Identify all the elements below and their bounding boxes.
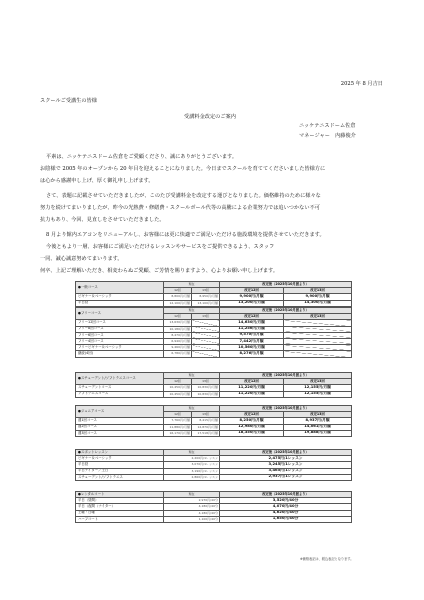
current-price: 4,180円/40分 (164, 510, 220, 516)
current-price-12: 8,800円/月額 (164, 294, 192, 300)
new-price-12: 9,900円/月額 (220, 294, 284, 300)
body-line: 努力を続けてまいりましたが、昨今の光熱費・修繕費・スクールボール代等の高騰による企業努力では追いつかない不可 (40, 205, 320, 211)
column-header: 改定13回 (284, 412, 352, 418)
course-name: ビギナー＆ベーシック (76, 294, 164, 300)
current-price-12: 10,180円/月額 (164, 326, 192, 332)
new-price-12: 13,200円/月額 (220, 300, 284, 306)
current-price: 2,860円/1レッスン (164, 474, 220, 480)
new-price-13: 14,061円/月額 (284, 424, 352, 430)
column-header: 13回 (192, 379, 220, 385)
body-line: さて、表題に記載させていただきましたが、このたび受講料金を改定する運びとなりました。価格維持のために様々な (46, 193, 321, 199)
item-name: 平日昼 (76, 462, 164, 468)
column-header: 12回 (164, 314, 192, 320)
column-header: 13回 (192, 412, 220, 418)
current-price-12: 7,760円/月額 (164, 418, 192, 424)
current-price-12: 9,460円/月額 (164, 345, 192, 351)
column-header: 改定後（2025年10月振より） (220, 492, 352, 498)
current-price-12: 11,880円/月額 (164, 424, 192, 430)
sender-name: マネージャー 内藤俊介 (299, 133, 356, 139)
current-price-12: 10,450円/月額 (164, 385, 192, 391)
column-header: 改定12回 (220, 288, 284, 294)
new-price-12: 18,350円/月額 (220, 430, 284, 436)
column-header: 改定13回 (284, 379, 352, 385)
current-price-12: 16,170円/月額 (164, 430, 192, 436)
column-header: 12回 (164, 412, 192, 418)
current-price: 1,100円/40分 (164, 516, 220, 522)
new-price: 3,520円/40分 (220, 498, 352, 504)
course-name: フリー12回コース (76, 320, 164, 326)
new-price: 4,620円/40分 (220, 510, 352, 516)
new-price: 3,465円/1レッスン (220, 468, 352, 474)
course-name: 週1回コース (76, 418, 164, 424)
column-header: 改定12回 (220, 379, 284, 385)
column-header: 改定12回 (220, 412, 284, 418)
addressee: スクールご受講生の皆様 (40, 98, 97, 104)
new-price-12: 11,220円/月額 (220, 385, 284, 391)
new-price-12: 7,442円/月額 (220, 338, 284, 344)
new-price-13: 19,888円/月額 (284, 430, 352, 436)
new-price: 1,650円/40分 (220, 516, 352, 522)
column-header: 12回 (164, 379, 192, 385)
column-header: 13回 (192, 314, 220, 320)
body-line: は心から感謝申し上げ、厚く御礼申し上げます。 (40, 178, 154, 184)
table-row (76, 391, 352, 397)
column-header: 改定後（2025年10月振より） (220, 373, 352, 379)
item-name: ビギナー＆ベーシック (76, 456, 164, 462)
new-price: 3,245円/1レッスン (220, 462, 352, 468)
body-line: 何卒、上記ご理解いただき、相変わらぬご愛顧、ご芳情を賜りますよう、心よりお願い申し上げます。 (40, 268, 279, 274)
footnote: ※価格表記は、税込表記となります。 (300, 557, 354, 561)
new-price-13: 14,300円/月額 (284, 300, 352, 306)
new-price-13 (284, 351, 352, 357)
date: 2025 年 8 月吉日 (340, 81, 383, 87)
table-row (76, 351, 352, 357)
price-table (75, 405, 352, 437)
new-price-13: 8,937円/月額 (284, 418, 352, 424)
body-line: 抗力もあり、今回、見直しをさせていただきました。 (40, 217, 165, 223)
current-price-13: 8,415円/月額 (192, 418, 220, 424)
column-header: 改定13回 (284, 288, 352, 294)
current-price: 3,070円/1レッスン (164, 462, 220, 468)
body-line: 一同、誠心誠意努めてまいります。 (40, 256, 123, 262)
table-row (76, 474, 352, 480)
new-price-12: 14,630円/月額 (220, 320, 284, 326)
new-price-12: 10,560円/月額 (220, 345, 284, 351)
new-price: 2,475円/1レッスン (220, 456, 352, 462)
current-price-12: 6,940円/月額 (164, 338, 192, 344)
course-name: フリー8回コース (76, 326, 164, 332)
current-price: 2,970円/40分 (164, 498, 220, 504)
current-price: 3,190円/1レッスン (164, 468, 220, 474)
section-title: ●ジュニアコース (76, 406, 164, 418)
column-header: 現在 (164, 308, 220, 314)
course-name: 平日昼 (76, 300, 164, 306)
current-price-12: 6,780円/月額 (164, 351, 192, 357)
course-name: フリー6回コース (76, 332, 164, 338)
new-price: 2,937円/1レッスン (220, 474, 352, 480)
column-header: 改定13回 (284, 314, 352, 320)
column-header: 改定12回 (220, 314, 284, 320)
course-name: 継続(4回) (76, 351, 164, 357)
item-name: 土曜・日曜 (76, 510, 164, 516)
column-header: 現在 (164, 282, 220, 288)
current-price-13: 8,950円/月額 (192, 294, 220, 300)
new-price-13: 12,155円/月額 (284, 391, 352, 397)
document-title: 受講料金改定のご案内 (184, 114, 236, 120)
column-header: 現在 (164, 406, 220, 412)
current-price-12: 8,470円/月額 (164, 332, 192, 338)
current-price-13 (192, 351, 220, 357)
new-price: 4,070円/40分 (220, 504, 352, 510)
section-title: ●スチューデント/ソフトテニスコース (76, 373, 164, 385)
new-price-12: 11,256円/月額 (220, 326, 284, 332)
new-price-12: 8,250円/月額 (220, 418, 284, 424)
current-price-13: 13,100円/月額 (192, 300, 220, 306)
course-name: 週2回コース (76, 424, 164, 430)
price-table (75, 491, 352, 523)
new-price-13: 9,900円/月額 (284, 294, 352, 300)
new-price-12: 8,276円/月額 (220, 351, 284, 357)
course-name: フリービギナー＆ベーシック (76, 345, 164, 351)
course-name: フリー4回コース (76, 338, 164, 344)
section-title: ●レンタルコート (76, 492, 164, 498)
section-title: ●フリーコース (76, 308, 164, 320)
item-name: スチューデント/ソフトテニス (76, 474, 164, 480)
sender-org: ニッケテニスドーム佐倉 (299, 123, 356, 129)
course-name: ソフトテニスコース (76, 391, 164, 397)
new-price-12: 12,980円/月額 (220, 424, 284, 430)
current-price-13: 17,518円/月額 (192, 430, 220, 436)
item-name: 平日（夜間（ナイター） (76, 504, 164, 510)
current-price-13: 10,830円/月額 (192, 391, 220, 397)
column-header: 12回 (164, 288, 192, 294)
price-table (75, 372, 352, 398)
current-price: 4,180円/40分 (164, 504, 220, 510)
current-price-13: 12,870円/月額 (192, 424, 220, 430)
course-name: 週3回コース (76, 430, 164, 436)
section-title: ●一般コース (76, 282, 164, 294)
column-header: 改定後（2025年10月振より） (220, 450, 352, 456)
new-price-13: 12,155円/月額 (284, 385, 352, 391)
column-header: 改定後（2025年10月振より） (220, 406, 352, 412)
column-header: 現在 (164, 492, 220, 498)
current-price-12: 13,630円/月額 (164, 320, 192, 326)
current-price-12: 12,100円/月額 (164, 300, 192, 306)
body-line: 8 月より館内エアコンをリニューアルし、お客様には更に快適でご満足いただける施設環境を提供させていただきます。 (46, 232, 325, 238)
item-name: 平日ナイター／土日 (76, 468, 164, 474)
current-price: 2,200円/1レッスン (164, 456, 220, 462)
body-line: お陰様で 2005 年のオープンから 20 年目を迎えることになりました。今日までスクールを育ててくださいました皆様方に (40, 166, 326, 172)
new-price-12: 9,570円/月額 (220, 332, 284, 338)
body-line: 今後ともより一層、お客様にご満足いただけるレッスンやサービスをご提供できるよう、スタッフ (46, 244, 275, 250)
column-header: 13回 (192, 288, 220, 294)
current-price-12: 10,450円/月額 (164, 391, 192, 397)
item-name: ハーフコート (76, 516, 164, 522)
course-name: スチューデントコース (76, 385, 164, 391)
section-title: ●スポットレッスン (76, 450, 164, 456)
column-header: 改定後（2025年10月振より） (220, 308, 352, 314)
new-price-12: 11,220円/月額 (220, 391, 284, 397)
column-header: 現在 (164, 450, 220, 456)
table-row (76, 516, 352, 522)
current-price-13: 10,830円/月額 (192, 385, 220, 391)
item-name: 平日（昼間） (76, 498, 164, 504)
price-table (75, 307, 352, 358)
price-table (75, 449, 352, 481)
column-header: 改定後（2025年10月振より） (220, 282, 352, 288)
table-row (76, 430, 352, 436)
body-line: 平素は、ニッケテニスドーム佐倉をご愛顧くださり、誠にありがとうございます。 (46, 154, 238, 160)
column-header: 現在 (164, 373, 220, 379)
